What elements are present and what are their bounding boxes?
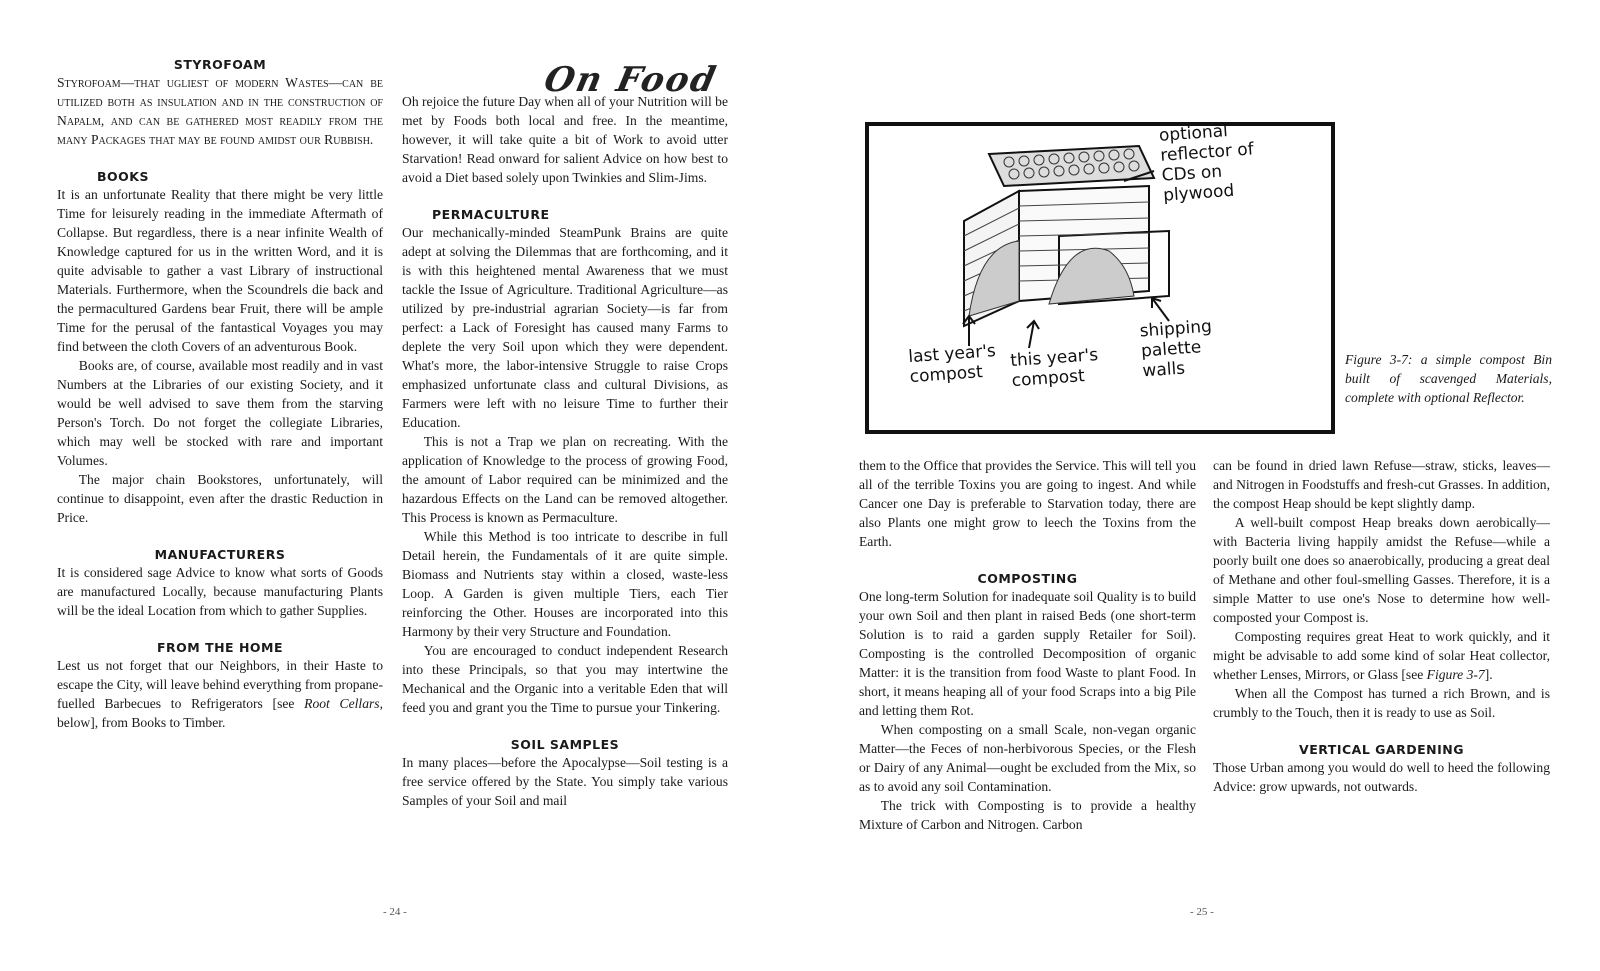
compost-paragraph-3: Composting requires great Heat to work quickly, and it might be advisable to add some kind of solar Heat collector, whether Lenses, Mirrors, or Glass [see Figure 3-7]. <box>1213 629 1550 682</box>
section-heading-from-the-home: FROM THE HOME <box>156 640 284 655</box>
composting-paragraph-1: One long-term Solution for inadequate soil Quality is to build your own Soil and then plant in raised Beds (one short-term Solution is to raid a garden supply Retailer for Soil). Composting is the controlled Decomposition of organic Matter: it is the transition from food Waste to plant Food. In short, it means heaping all of your food Scraps into a big Pile and letting them Rot. <box>859 589 1196 718</box>
composting-paragraph-2: When composting on a small Scale, non-vegan organic Matter—the Feces of non-herbivorous Species, or the Flesh or Dairy of any Animal—ought be excluded from the Mix, so as to avoid any soil Contamination. <box>859 722 1196 794</box>
soil-samples-text: In many places—before the Apocalypse—Soil testing is a free service offered by the State. You simply take various Samples of your Soil and mail <box>402 755 728 808</box>
section-heading-styrofoam: STYROFOAM <box>173 57 267 72</box>
from-the-home-text: Lest us not forget that our Neighbors, in their Haste to escape the City, will leave behind everything from propane-fuelled Barbecues to Refrigerators [see Root Cellars, below], from Books to Timber. <box>57 658 383 730</box>
label-reflector: optional reflector of CDs on plywood <box>1158 121 1255 206</box>
figure-caption: Figure 3-7: a simple compost Bin built of scavenged Materials, complete with optional Reflector. <box>1345 352 1552 405</box>
label-shipping-palette-walls: shipping palette walls <box>1139 316 1213 382</box>
permaculture-paragraph-1: Our mechanically-minded SteamPunk Brains are quite adept at solving the Dilemmas that are forthcoming, and it is with this heightened mental Awareness that we must tackle the Issue of Agriculture. Traditional Agriculture—as utilized by pre-industrial agrarian Society—is far from perfect: a Lack of Foresight has caused many Farms to deplete the very Soil upon which they were dependent. What's more, the labor-intensive Struggle to raise Crops emphasized unfortunate class and cultural Divisions, as Farmers were left with no leisure Time to further their Education. <box>402 225 728 430</box>
section-heading-vertical-gardening: VERTICAL GARDENING <box>1299 742 1464 757</box>
books-paragraph-1: It is an unfortunate Reality that there might be very little Time for leisurely reading in the immediate Aftermath of Collapse. But regardless, there is a near infinite Wealth of Knowledge captured for us in the written Word, and it is quite advisable to gather a vast Library of instructional Materials. Furthermore, when the Scoundrels die back and the permacultured Gardens bear Fruit, there will be ample Time for the perusal of the fantastical Voyages you may find between the cloth Covers of an adventurous Book. <box>57 187 383 354</box>
on-food-title: On Food <box>540 60 721 100</box>
soil-samples-continued: them to the Office that provides the Service. This will tell you all of the terrible Toxins you are going to ingest. And while Cancer one Day is preferable to Starvation today, there are also Plants one might grow to leech the Toxins from the Earth. <box>859 458 1197 549</box>
on-food-intro: Oh rejoice the future Day when all of your Nutrition will be met by Foods both local and free. In the meantime, however, it will take quite a bit of Work to avoid utter Starvation! Read onward for salient Advice on how best to avoid a Diet based solely upon Twinkies and Slim-Jims. <box>402 94 728 185</box>
permaculture-paragraph-2: This is not a Trap we plan on recreating. With the application of Knowledge to the process of growing Food, the amount of Labor required can be minimized and the hazardous Effects on the Land can be removed altogether. This Process is known as Permaculture. <box>402 434 728 525</box>
vertical-gardening-text: Those Urban among you would do well to heed the following Advice: grow upwards, not outwards. <box>1213 760 1550 794</box>
section-heading-manufacturers: MANUFACTURERS <box>154 547 286 562</box>
manufacturers-text: It is considered sage Advice to know what sorts of Goods are manufactured Locally, because manufacturing Plants will be the ideal Location from which to gather Supplies. <box>57 565 383 618</box>
compost-paragraph-2: A well-built compost Heap breaks down aerobically—with Bacteria living happily amidst the Refuse—while a poorly built one does so anaerobically, producing a great deal of Methane and other foul-smelling Gasses. Therefore, it is a simple Matter to use one's Nose to determine how well-composted your Compost is. <box>1213 515 1550 625</box>
section-heading-composting: COMPOSTING <box>977 571 1078 586</box>
left-column-1 <box>57 56 383 732</box>
permaculture-paragraph-4: You are encouraged to conduct independent Research into these Principals, so that you may intertwine the Mechanical and the Organic into a veritable Eden that will feed you and grant you the Time to pursue your Tinkering. <box>402 643 728 715</box>
books-paragraph-2: Books are, of course, available most readily and in vast Numbers at the Libraries of our existing Society, and it would be well advised to save them from the starving Person's Torch. Do not forget the collegiate Libraries, which may well be stocked with rare and important Volumes. <box>57 358 383 468</box>
compost-paragraph-4: When all the Compost has turned a rich Brown, and is crumbly to the Touch, then it is ready to use as Soil. <box>1213 686 1550 720</box>
page-number-right: - 25 - <box>1190 906 1214 918</box>
label-this-year-compost: this year's compost <box>1009 345 1099 392</box>
page-number-left: - 24 - <box>383 906 407 918</box>
section-heading-soil-samples: SOIL SAMPLES <box>510 737 620 752</box>
composting-paragraph-3: The trick with Composting is to provide a healthy Mixture of Carbon and Nitrogen. Carbon <box>859 798 1196 832</box>
label-last-year-compost: last year's compost <box>907 341 997 388</box>
right-column-2 <box>1213 456 1550 796</box>
styrofoam-text: Styrofoam—that ugliest of modern Wastes—can be utilized both as insulation and in the construction of Napalm, and can be gathered most readily from the many Packages that may be found amidst our Rubbish. <box>57 75 383 147</box>
section-heading-permaculture: PERMACULTURE <box>432 207 550 222</box>
section-heading-books: BOOKS <box>97 169 149 184</box>
books-paragraph-3: The major chain Bookstores, unfortunately, will continue to disappoint, even after the drastic Reduction in Price. <box>57 472 383 525</box>
compost-bin-figure <box>865 122 1335 434</box>
permaculture-paragraph-3: While this Method is too intricate to describe in full Detail herein, the Fundamentals of it are quite simple. Biomass and Nutrients stay within a closed, waste-less Loop. A Garden is given multiple Tiers, each Tier reinforcing the Other. Houses are incorporated into this Harmony by their very Structure and Foundation. <box>402 529 728 639</box>
compost-paragraph-1: can be found in dried lawn Refuse—straw, sticks, leaves—and Nitrogen in Foodstuffs and fresh-cut Grasses. In addition, the compost Heap should be kept slightly damp. <box>1213 458 1550 511</box>
left-column-2 <box>402 92 728 810</box>
right-column-1 <box>859 456 1196 834</box>
